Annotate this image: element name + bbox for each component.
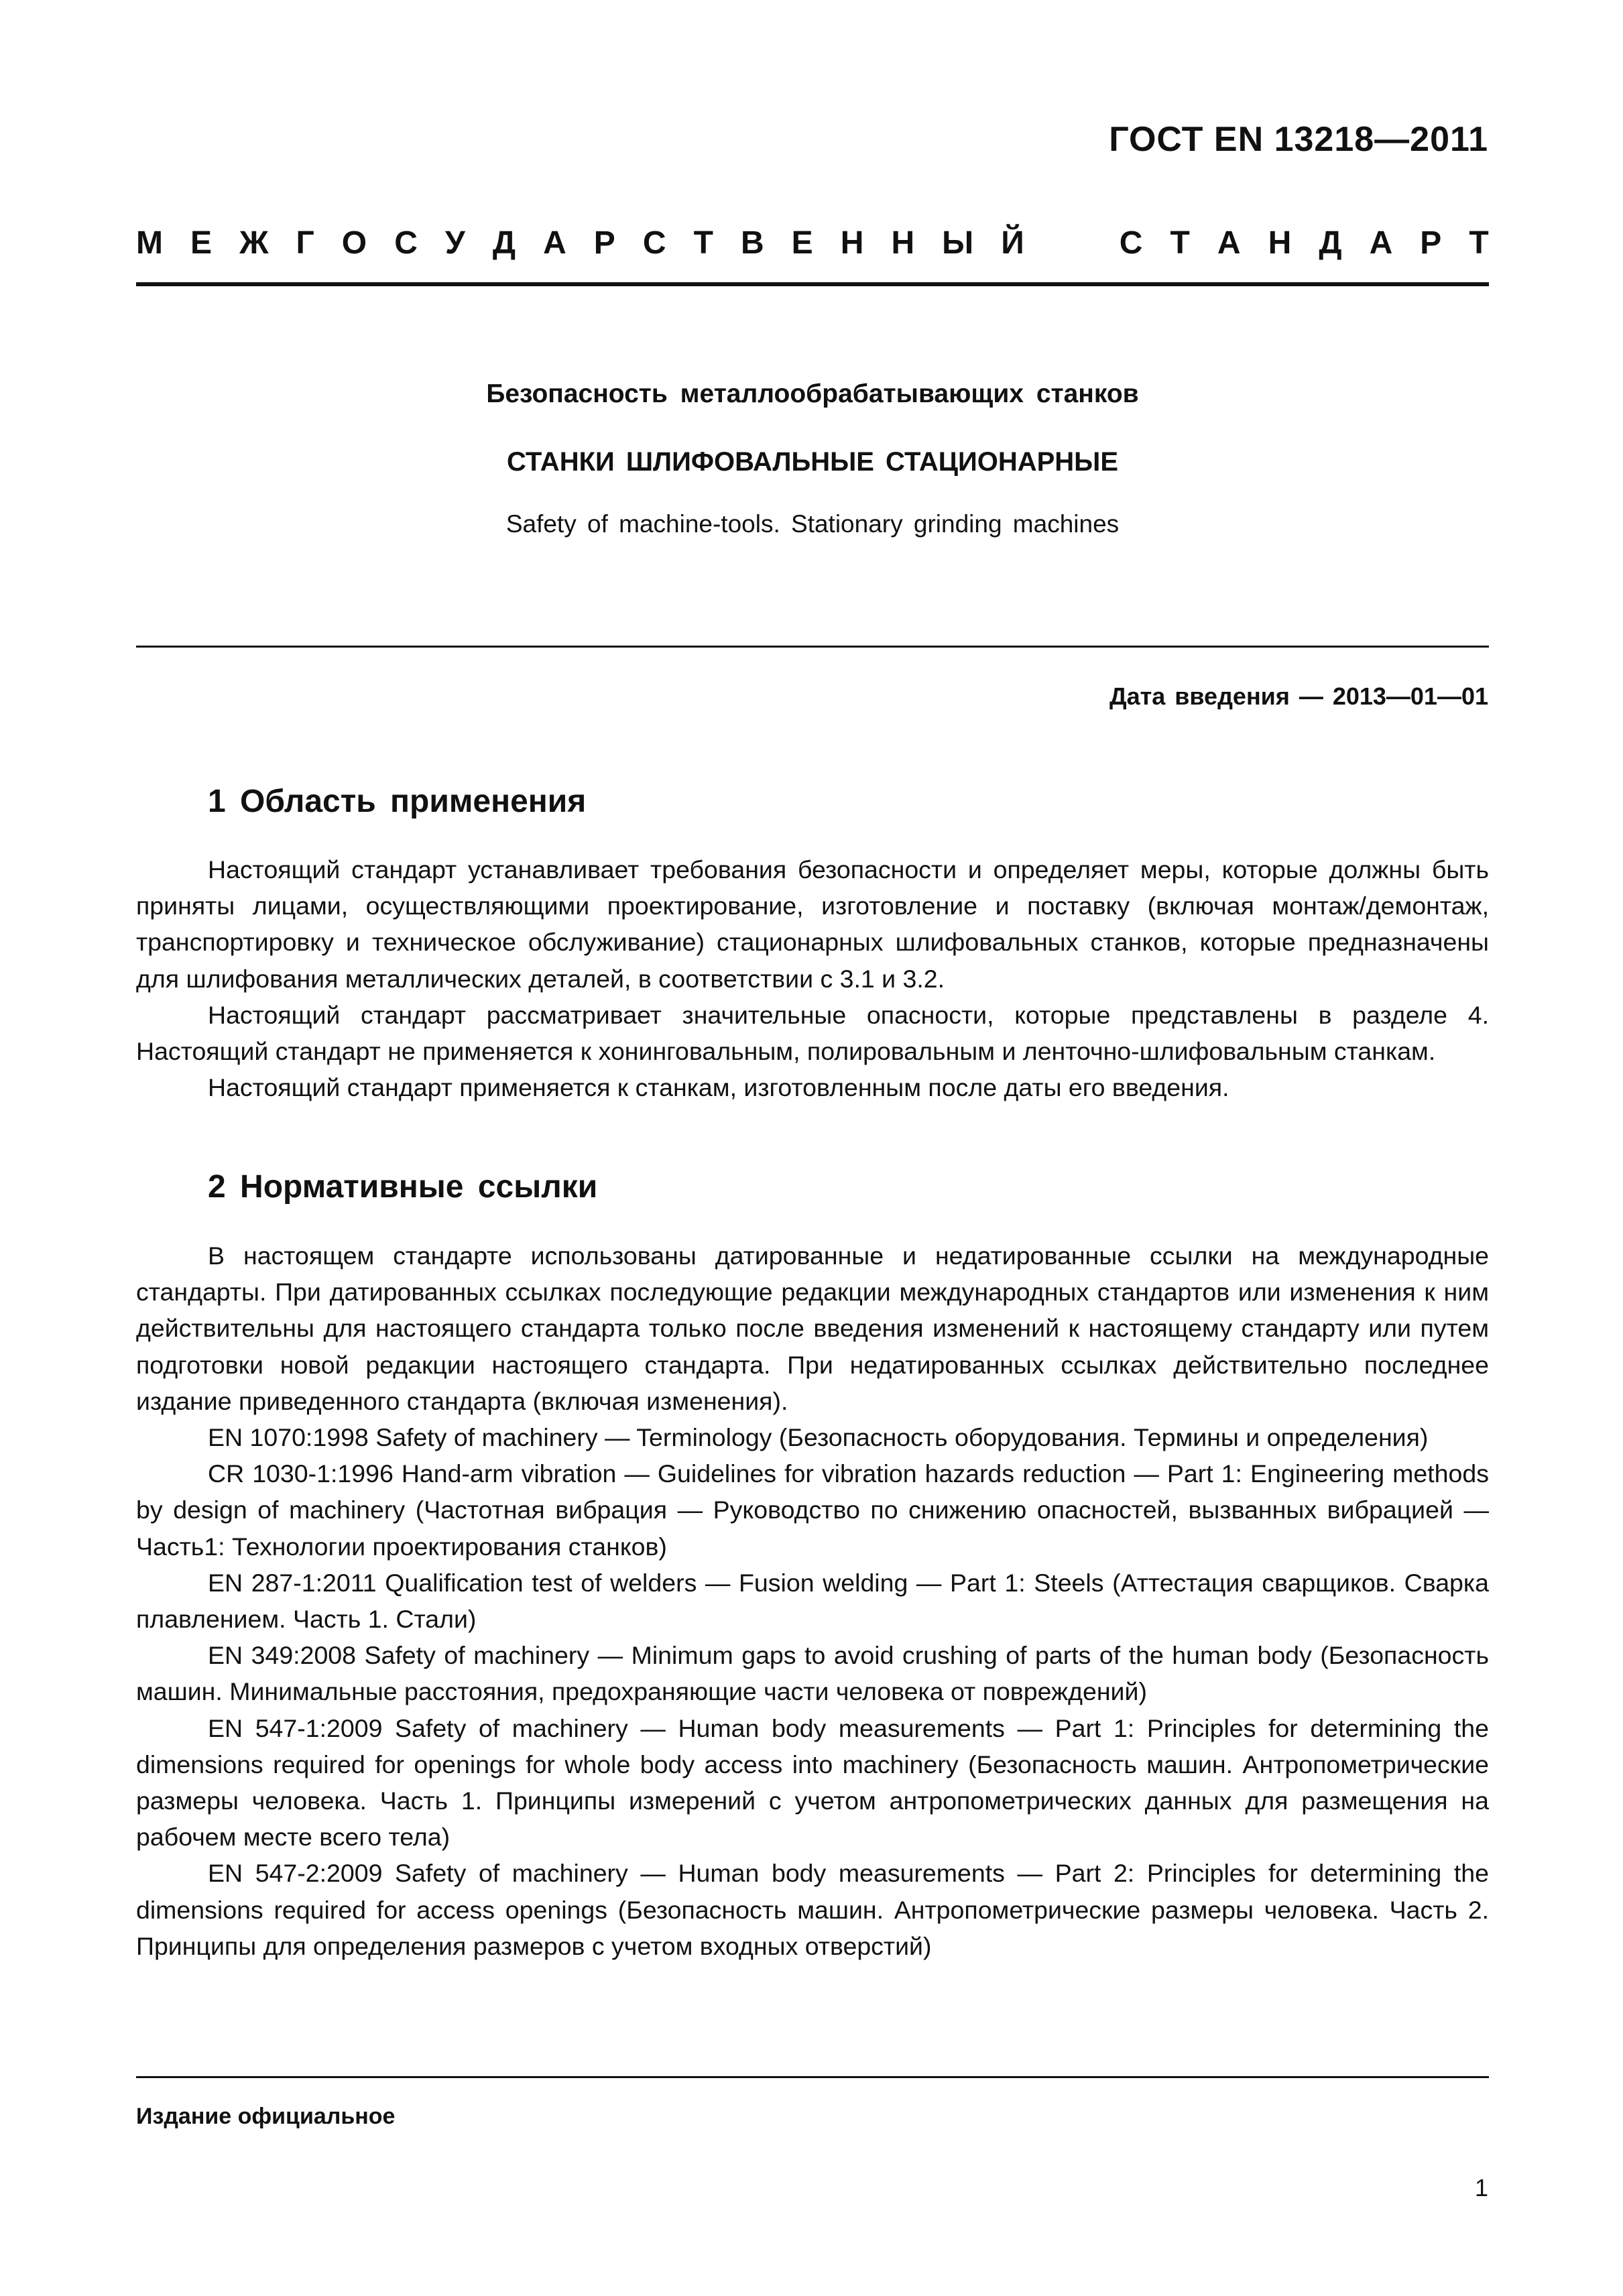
section-1-heading: 1 Область применения — [208, 784, 587, 819]
banner-letter: Ы — [942, 225, 974, 261]
reference-item: CR 1030-1:1996 Hand-arm vibration — Guidelines for vibration hazards reduction — Part 1: Engineering methods by design of machinery (Частотная вибрация — Руководство по снижению опасностей, вызванных вибрацией — Часть1: Технологии проектирования станков) — [136, 1459, 1489, 1561]
title-divider — [136, 646, 1489, 648]
banner-letter: Г — [296, 225, 314, 261]
interstate-standard-banner — [136, 225, 1489, 261]
banner-letter: Н — [1268, 225, 1292, 261]
banner-letter: Й — [1001, 225, 1024, 261]
banner-letter: Р — [593, 225, 615, 261]
reference-item: EN 287-1:2011 Qualification test of welders — Fusion welding — Part 1: Steels (Аттестация сварщиков. Сварка плавлением. Часть 1. Стали) — [136, 1568, 1489, 1634]
paragraph: В настоящем стандарте использованы датированные и недатированные ссылки на международные стандарты. При датированных ссылках последующие редакции международных стандартов или изменения к ним действительны для настоящего стандарта только после введения изменений к настоящему стандарту или путем подготовки новой редакции настоящего стандарта. При недатированных ссылках действительно последнее издание приведенного стандарта (включая изменения). — [136, 1242, 1489, 1415]
banner-letter: С — [642, 225, 666, 261]
banner-letter: В — [740, 225, 764, 261]
title-english: Safety of machine-tools. Stationary grinding machines — [505, 510, 1120, 538]
banner-letter: Е — [791, 225, 813, 261]
introduction-date: Дата введения — 2013—01—01 — [1109, 682, 1488, 710]
title-line-1: Безопасность металлообрабатывающих станков — [486, 379, 1139, 408]
banner-letter: Ж — [239, 225, 269, 261]
banner-letter: О — [341, 225, 367, 261]
reference-item: EN 1070:1998 Safety of machinery — Terminology (Безопасность оборудования. Термины и определения) — [208, 1423, 1429, 1452]
official-edition-label: Издание официальное — [136, 2104, 396, 2129]
header-divider — [136, 282, 1489, 286]
banner-letter: Д — [492, 225, 516, 261]
section-1-body — [136, 851, 1489, 1105]
reference-item: EN 349:2008 Safety of machinery — Minimum gaps to avoid crushing of parts of the human body (Безопасность машин. Минимальные расстояния, предохраняющие части человека от повреждений) — [136, 1641, 1489, 1706]
banner-letter: Н — [891, 225, 915, 261]
standard-number: ГОСТ EN 13218—2011 — [1109, 120, 1488, 159]
banner-letter: Т — [693, 225, 713, 261]
banner-letter: А — [1217, 225, 1241, 261]
paragraph: Настоящий стандарт применяется к станкам, изготовленным после даты его введения. — [208, 1073, 1229, 1102]
reference-item: EN 547-1:2009 Safety of machinery — Human body measurements — Part 1: Principles for determining the dimensions required for openings for whole body access into machinery (Безопасность машин. Антропометрические размеры человека. Часть 1. Принципы измерений с учетом антропометрических данных для размещения на рабочем месте всего тела) — [136, 1713, 1489, 1852]
banner-letter: У — [444, 225, 465, 261]
banner-letter: М — [136, 225, 163, 261]
footer-divider — [136, 2076, 1489, 2078]
paragraph: Настоящий стандарт устанавливает требования безопасности и определяет меры, которые должны быть приняты лицами, осуществляющими проектирование, изготовление и поставку (включая монтаж/демонтаж, транспортировку и техническое обслуживание) стационарных шлифовальных станков, которые предназначены для шлифования металлических деталей, в соответствии с 3.1 и 3.2. — [136, 855, 1489, 993]
banner-letter: С — [1119, 225, 1143, 261]
banner-letter: Р — [1420, 225, 1442, 261]
banner-letter: А — [1369, 225, 1393, 261]
section-2-body — [136, 1237, 1489, 1964]
paragraph: Настоящий стандарт рассматривает значительные опасности, которые представлены в разделе 4. Настоящий стандарт не применяется к хонинговальным, полировальным и ленточно-шлифовальным станкам. — [136, 1000, 1489, 1066]
reference-item: EN 547-2:2009 Safety of machinery — Human body measurements — Part 2: Principles for determining the dimensions required for access openings (Безопасность машин. Антропометрические размеры человека. Часть 2. Принципы для определения размеров с учетом входных отверстий) — [136, 1859, 1489, 1960]
title-line-2: СТАНКИ ШЛИФОВАЛЬНЫЕ СТАЦИОНАРНЫЕ — [507, 447, 1118, 477]
page-number: 1 — [1474, 2174, 1488, 2201]
banner-letter: Т — [1469, 225, 1489, 261]
banner-letter: Н — [840, 225, 864, 261]
banner-word-gap — [1052, 225, 1092, 261]
banner-letter: А — [543, 225, 566, 261]
section-2-heading: 2 Нормативные ссылки — [208, 1169, 598, 1205]
banner-letter: Д — [1319, 225, 1342, 261]
banner-letter: Т — [1170, 225, 1190, 261]
banner-letter: Е — [190, 225, 213, 261]
banner-letter: С — [394, 225, 418, 261]
